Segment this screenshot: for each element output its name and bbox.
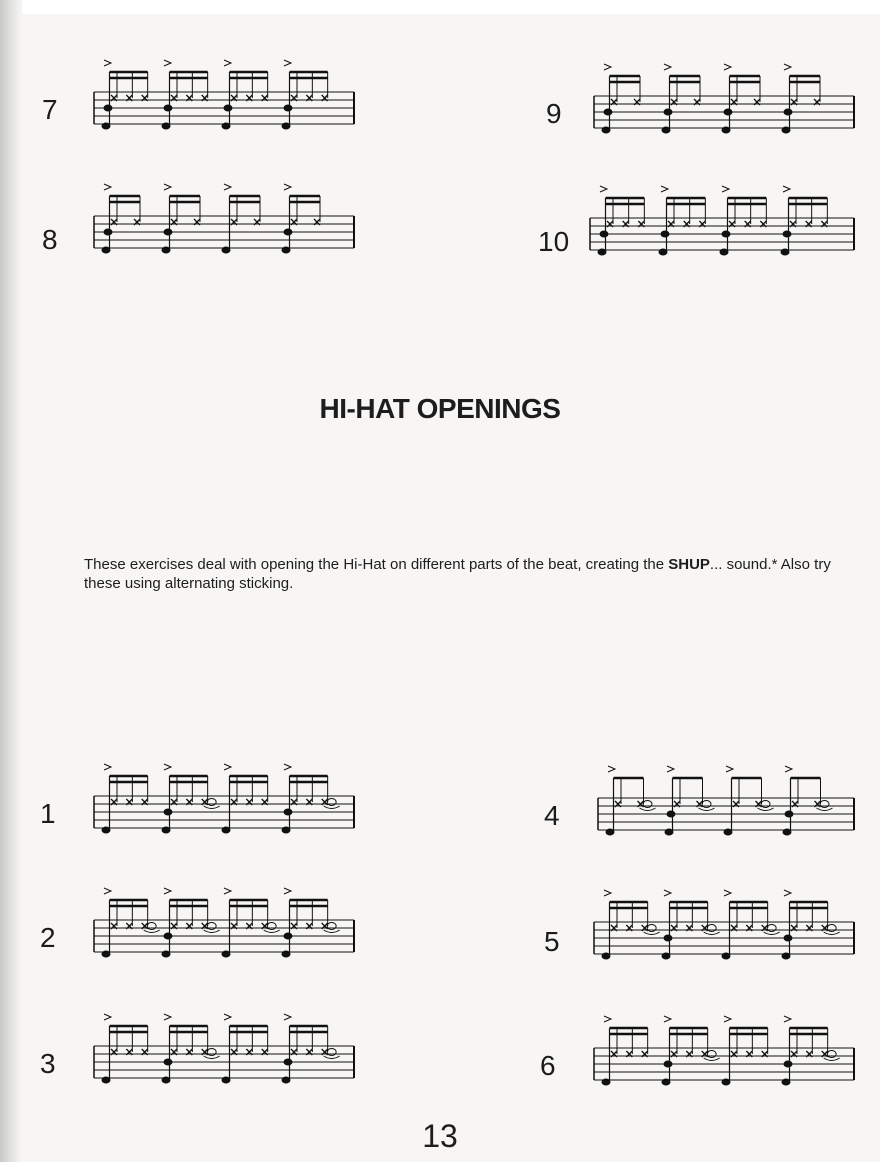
tie-mark [204,930,220,933]
accent-mark [284,60,291,66]
bass-drum-note [783,829,791,835]
snare-note [284,809,292,815]
snare-note [164,105,172,111]
tie-mark [824,932,840,935]
snare-note [164,229,172,235]
bass-drum-note [162,1077,170,1083]
tie-mark [644,932,660,935]
snare-note [661,231,669,237]
accent-mark [604,1016,611,1022]
tie-mark [204,806,220,809]
exercise-number: 3 [40,1048,56,1079]
snare-note [284,933,292,939]
tie-mark [704,1058,720,1061]
tie-mark [144,930,160,933]
bass-drum-note [782,953,790,959]
accent-mark [104,60,111,66]
tie-mark [817,808,833,811]
accent-mark [224,1014,231,1020]
tie-mark [824,1058,840,1061]
bass-drum-note [102,247,110,253]
bass-drum-note [102,827,110,833]
snare-note [785,811,793,817]
exercise-number: 1 [40,798,56,829]
snare-note [104,105,112,111]
accent-mark [604,64,611,70]
accent-mark [722,186,729,192]
accent-mark [604,890,611,896]
accent-mark [284,888,291,894]
bass-drum-note [282,1077,290,1083]
accent-mark [664,1016,671,1022]
drum-notation-staff [90,762,360,842]
tie-mark [764,932,780,935]
bass-drum-note [781,249,789,255]
accent-mark [104,764,111,770]
bass-drum-note [282,247,290,253]
accent-mark [164,1014,171,1020]
accent-mark [224,184,231,190]
accent-mark [608,766,615,772]
snare-note [664,1061,672,1067]
snare-note [164,933,172,939]
accent-mark [224,764,231,770]
accent-mark [783,186,790,192]
accent-mark [164,60,171,66]
drum-notation-staff [594,764,860,844]
tie-mark [640,808,656,811]
intro-paragraph [84,555,844,593]
snare-note [164,809,172,815]
bass-drum-note [606,829,614,835]
accent-mark [661,186,668,192]
snare-note [284,1059,292,1065]
snare-note [600,231,608,237]
accent-mark [600,186,607,192]
bass-drum-note [162,951,170,957]
drum-notation-staff [590,62,860,142]
bass-drum-note [602,953,610,959]
snare-note [722,231,730,237]
bass-drum-note [602,127,610,133]
section-heading: HI-HAT OPENINGS [319,393,561,424]
accent-mark [784,64,791,70]
tie-mark [204,1056,220,1059]
snare-note [664,109,672,115]
tie-mark [324,1056,340,1059]
accent-mark [284,764,291,770]
bass-drum-note [162,827,170,833]
bass-drum-note [222,247,230,253]
exercise-number: 7 [42,94,58,125]
exercise-number: 5 [544,926,560,957]
bass-drum-note [102,123,110,129]
snare-note [667,811,675,817]
drum-notation-staff [90,1012,360,1092]
exercise-number: 9 [546,98,562,129]
bass-drum-note [102,1077,110,1083]
paragraph-bold: SHUP [668,556,710,573]
tie-mark [324,806,340,809]
snare-note [784,1061,792,1067]
bass-drum-note [102,951,110,957]
accent-mark [667,766,674,772]
bass-drum-note [659,249,667,255]
accent-mark [284,1014,291,1020]
accent-mark [724,64,731,70]
snare-note [724,109,732,115]
bass-drum-note [602,1079,610,1085]
drum-notation-staff [90,886,360,966]
bass-drum-note [724,829,732,835]
snare-note [104,229,112,235]
accent-mark [784,1016,791,1022]
page-top-edge [0,0,880,14]
bass-drum-note [722,953,730,959]
accent-mark [664,64,671,70]
snare-note [224,105,232,111]
page-number: 13 [422,1118,458,1154]
exercise-number: 2 [40,922,56,953]
paragraph-text: These exercises deal with opening the Hi-Hat on different parts of the beat, creating the [84,556,669,573]
tie-mark [699,808,715,811]
accent-mark [224,60,231,66]
accent-mark [104,888,111,894]
drum-notation-staff [90,182,360,262]
bass-drum-note [222,827,230,833]
accent-mark [224,888,231,894]
bass-drum-note [282,123,290,129]
bass-drum-note [665,829,673,835]
bass-drum-note [222,123,230,129]
exercise-number: 10 [538,226,570,257]
snare-note [783,231,791,237]
tie-mark [324,930,340,933]
accent-mark [104,184,111,190]
bass-drum-note [162,247,170,253]
accent-mark [164,184,171,190]
snare-note [604,109,612,115]
binding-shadow [0,0,22,1162]
accent-mark [726,766,733,772]
tie-mark [704,932,720,935]
bass-drum-note [282,827,290,833]
bass-drum-note [282,951,290,957]
tie-mark [264,930,280,933]
snare-note [284,105,292,111]
snare-note [784,935,792,941]
bass-drum-note [662,127,670,133]
accent-mark [164,764,171,770]
tie-mark [758,808,774,811]
accent-mark [785,766,792,772]
accent-mark [724,1016,731,1022]
bass-drum-note [782,127,790,133]
bass-drum-note [222,1077,230,1083]
bass-drum-note [722,127,730,133]
accent-mark [724,890,731,896]
snare-note [664,935,672,941]
snare-note [164,1059,172,1065]
drum-notation-staff [590,888,860,968]
exercise-number: 6 [540,1050,556,1081]
bass-drum-note [720,249,728,255]
bass-drum-note [222,951,230,957]
paragraph-text: ... sound.* Also try these using alternating sticking. [84,556,831,592]
snare-note [784,109,792,115]
accent-mark [664,890,671,896]
exercise-number: 4 [544,800,560,831]
accent-mark [104,1014,111,1020]
snare-note [284,229,292,235]
bass-drum-note [662,1079,670,1085]
drum-notation-staff [90,58,360,138]
accent-mark [284,184,291,190]
accent-mark [784,890,791,896]
drum-notation-staff [590,1014,860,1094]
bass-drum-note [662,953,670,959]
bass-drum-note [162,123,170,129]
bass-drum-note [782,1079,790,1085]
bass-drum-note [598,249,606,255]
accent-mark [164,888,171,894]
exercise-number: 8 [42,224,58,255]
bass-drum-note [722,1079,730,1085]
drum-notation-staff [586,184,860,264]
